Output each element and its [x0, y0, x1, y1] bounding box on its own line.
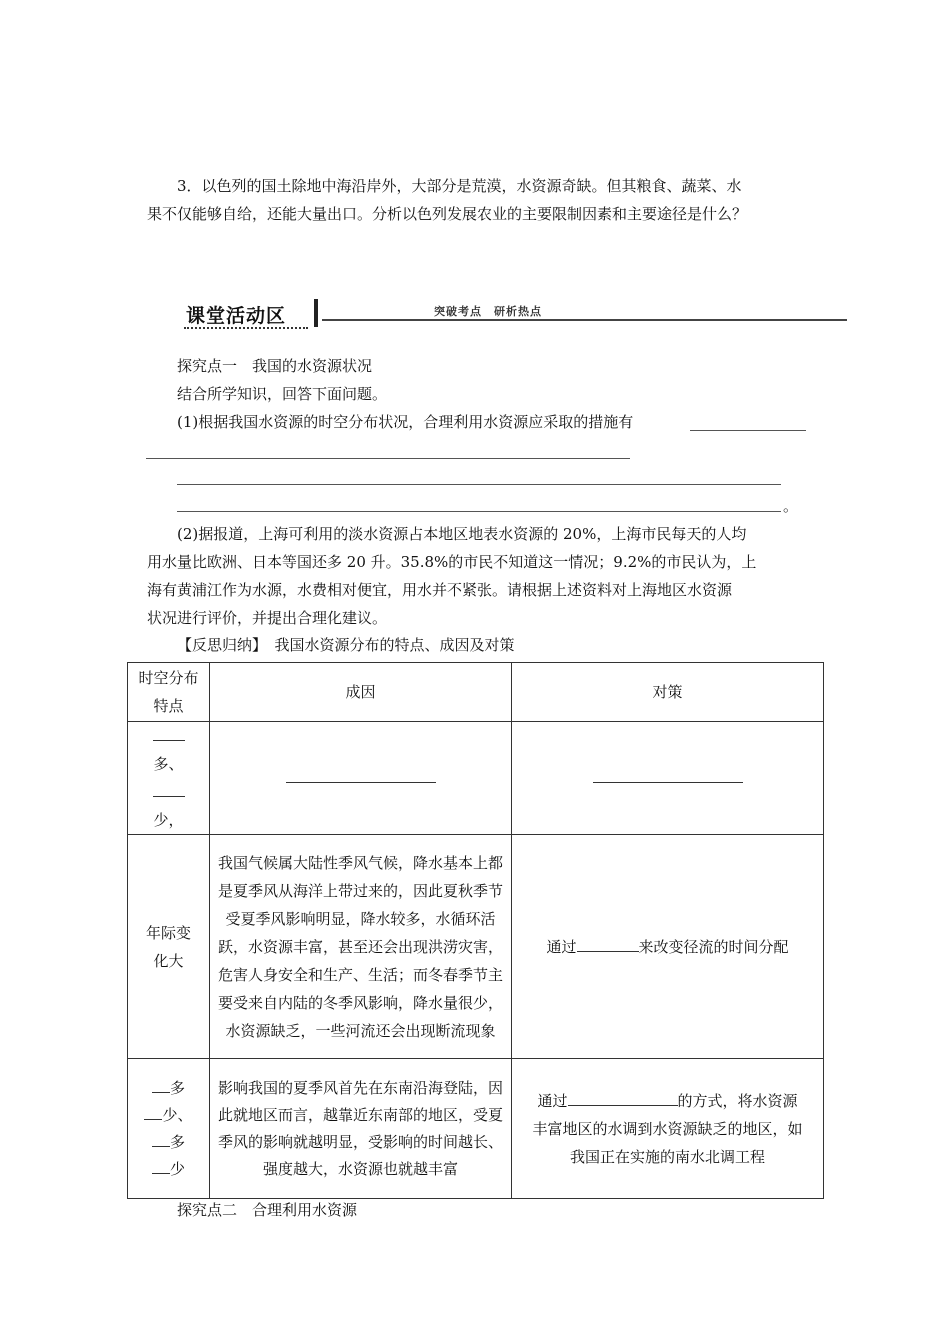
answer-blank-2[interactable] — [146, 458, 630, 459]
banner-rule — [322, 319, 847, 321]
header-distribution: 时空分布特点 — [128, 663, 210, 722]
row1-blank-a[interactable] — [153, 728, 185, 741]
row2-measure-post: 来改变径流的时间分配 — [638, 937, 789, 956]
banner-dotted-underline — [184, 327, 308, 329]
row3-feature-d: 少 — [169, 1159, 185, 1178]
table-header-row — [128, 663, 824, 722]
question3-line2: 果不仅能够自给，还能大量出口。分析以色列发展农业的主要限制因素和主要途径是什么？ — [147, 205, 748, 223]
table-row-3 — [128, 1059, 824, 1199]
header-measure: 对策 — [512, 663, 824, 722]
section1-q2-line1: (2)据报道，上海可利用的淡水资源占本地区地表水资源的 20%，上海市民每天的人均 — [177, 525, 747, 543]
banner-divider-bar — [314, 299, 318, 327]
row3-feature — [128, 1059, 210, 1199]
row1-feature-b: 少， — [153, 811, 184, 829]
row3-blank-d[interactable] — [152, 1161, 170, 1174]
row1-feature — [128, 722, 210, 835]
row3-blank-c[interactable] — [152, 1134, 170, 1147]
header-cause: 成因 — [210, 663, 512, 722]
row2-measure-pre: 通过 — [546, 937, 577, 956]
row3-measure-post: 的方式，将水资源丰富地区的水调到水资源缺乏的地区，如我国正在实施的南水北调工程 — [532, 1091, 803, 1166]
row3-feature-a: 多 — [169, 1078, 185, 1097]
row1-cause-blank[interactable] — [286, 768, 436, 783]
section1-q1-period: 。 — [783, 497, 799, 515]
row1-measure — [512, 722, 824, 835]
row3-cause: 影响我国的夏季风首先在东南沿海登陆，因此就地区而言，越靠近东南部的地区，受夏季风的影响就越明显，受影响的时间越长、强度越大，水资源也就越丰富 — [210, 1059, 512, 1199]
table-row-1 — [128, 722, 824, 835]
row3-feature-b: 少、 — [162, 1105, 193, 1124]
banner-title: 课堂活动区 — [186, 305, 287, 327]
answer-blank-3[interactable] — [177, 484, 781, 485]
row1-blank-b[interactable] — [153, 784, 185, 797]
section1-q2-line4: 状况进行评价，并提出合理化建议。 — [147, 609, 388, 627]
row2-cause: 我国气候属大陆性季风气候，降水基本上都是夏季风从海洋上带过来的，因此夏秋季节受夏季风影响明显，降水较多，水循环活跃，水资源丰富，甚至还会出现洪涝灾害，危害人身安全和生产、生活；而冬春季节主要受来自内陆的冬季风影响，降水量很少，水资源缺乏，一些河流还会出现断流现象 — [210, 835, 512, 1059]
section1-q2-line3: 海有黄浦江作为水源，水费相对便宜，用水并不紧张。请根据上述资料对上海地区水资源 — [147, 581, 733, 599]
row3-measure — [512, 1059, 824, 1199]
question3-line1: 3．以色列的国土除地中海沿岸外，大部分是荒漠，水资源奇缺。但其粮食、蔬菜、水 — [177, 177, 742, 195]
section1-intro: 结合所学知识，回答下面问题。 — [177, 385, 388, 403]
row3-measure-pre: 通过 — [537, 1091, 568, 1110]
row2-measure — [512, 835, 824, 1059]
answer-blank-4[interactable] — [177, 511, 781, 512]
banner-subtitle: 突破考点 研析热点 — [434, 305, 542, 318]
row1-measure-blank[interactable] — [593, 768, 743, 783]
reflect-heading: 【反思归纳】 我国水资源分布的特点、成因及对策 — [177, 636, 515, 654]
row1-cause — [210, 722, 512, 835]
row2-feature: 年际变化大 — [128, 835, 210, 1059]
section1-q2-line2: 用水量比欧洲、日本等国还多 20 升。35.8%的市民不知道这一情况；9.2%的市民认为，上 — [147, 553, 757, 571]
row2-measure-blank[interactable] — [577, 937, 639, 952]
row3-blank-a[interactable] — [152, 1080, 170, 1093]
row1-feature-a: 多、 — [153, 755, 184, 773]
banner-title-box — [182, 299, 314, 327]
section-banner — [182, 297, 847, 331]
section2-heading: 探究点二 合理利用水资源 — [177, 1201, 358, 1219]
section1-heading: 探究点一 我国的水资源状况 — [177, 357, 373, 375]
row3-blank-b[interactable] — [144, 1107, 162, 1120]
answer-blank-1[interactable] — [690, 430, 806, 431]
row3-measure-blank[interactable] — [568, 1091, 678, 1106]
water-resources-table — [127, 662, 824, 1199]
section1-q1: (1)根据我国水资源的时空分布状况，合理利用水资源应采取的措施有 — [177, 413, 634, 431]
table-row-2 — [128, 835, 824, 1059]
row3-feature-c: 多 — [169, 1132, 185, 1151]
